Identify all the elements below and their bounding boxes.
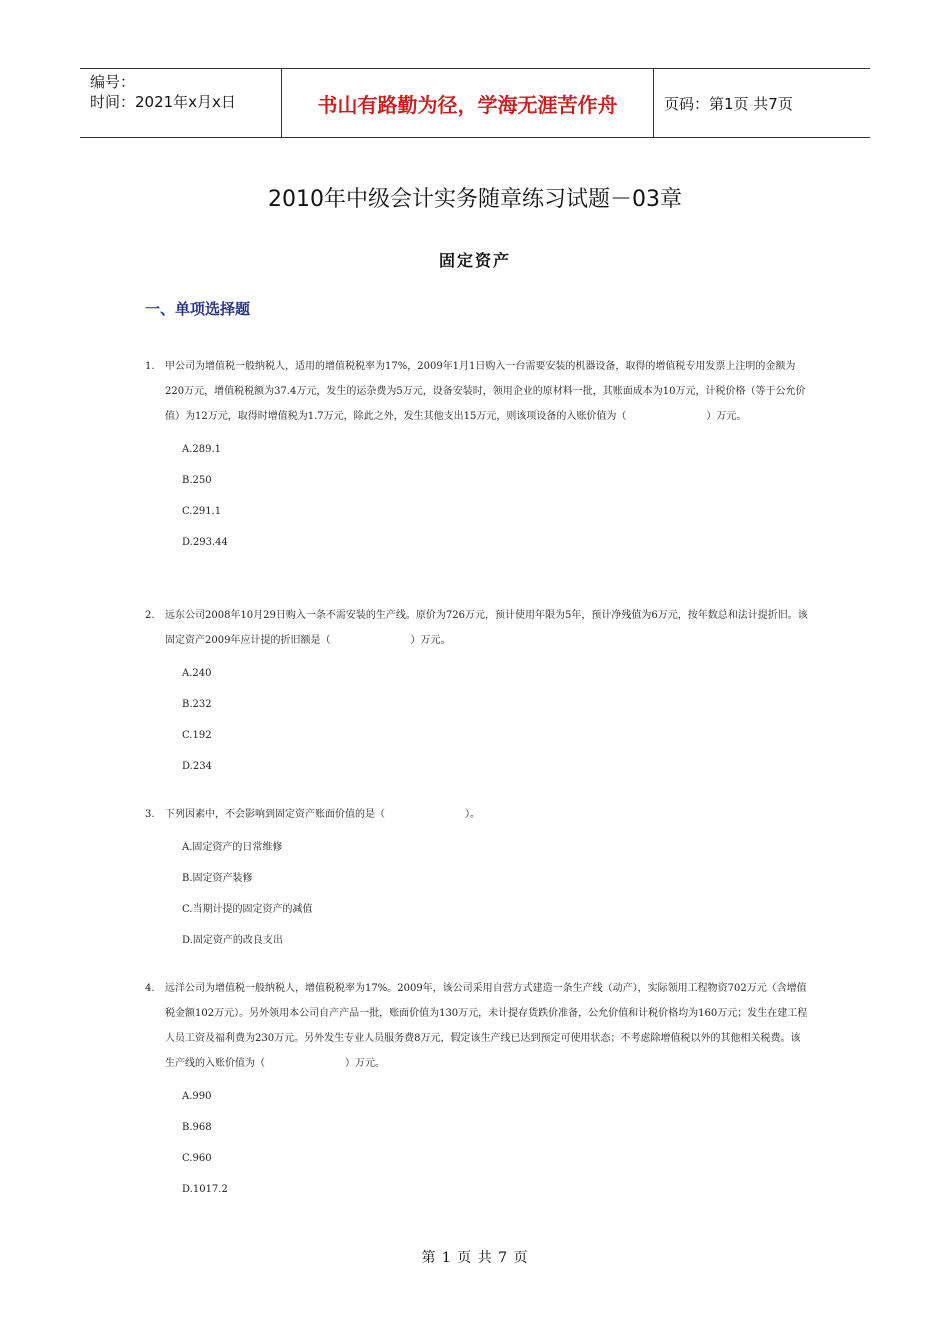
question-text: 甲公司为增值税一般纳税人，适用的增值税税率为17%，2009年1月1日购入一台需要安装的机器设备，取得的增值税专用发票上注明的金额为220万元，增值税税额为37.4万元，发生的运杂费为5万元，设备安装时，领用企业的原材料一批，其账面成本为10万元，计税价格（等于公允价值）为12万元，取得时增值税为1.7万元，除此之外，发生其他支出15万元，则该项设备的入账价值为（ ）万元。 <box>165 361 806 422</box>
option-d: D.1017.2 <box>182 1184 228 1195</box>
header-page-info: 页码：第1页 共7页 <box>664 94 793 113</box>
question-text: 远东公司2008年10月29日购入一条不需安装的生产线。原价为726万元，预计使用年限为5年，预计净残值为6万元，按年数总和法计提折旧。该固定资产2009年应计提的折旧额是（ ）万元。 <box>165 610 808 646</box>
question-stem <box>145 603 810 653</box>
question-text: 远洋公司为增值税一般纳税人，增值税税率为17%。2009年，该公司采用自营方式建造一条生产线（动产），实际领用工程物资702万元（含增值税金额102万元）。另外领用本公司自产产品一批，账面价值为130万元，未计提存货跌价准备，公允价值和计税价格均为160万元；发生在建工程人员工资及福利费为230万元。另外发生专业人员服务费8万元，假定该生产线已达到预定可使用状态；不考虑除增值税以外的其他相关税费。该生产线的入账价值为（ ）万元。 <box>165 983 808 1069</box>
question-1 <box>145 354 810 548</box>
option-d: D.固定资产的改良支出 <box>182 935 283 946</box>
question-stem <box>145 354 810 429</box>
header-meta <box>80 69 281 137</box>
option-d: D.234 <box>182 761 212 772</box>
page-subtitle: 固定资产 <box>438 251 511 270</box>
option-c: C.当期计提的固定资产的减值 <box>182 904 313 915</box>
question-stem <box>145 802 810 827</box>
option-a: A.289.1 <box>182 444 222 455</box>
option-a: A.240 <box>182 668 212 679</box>
option-a: A.990 <box>182 1091 212 1102</box>
option-b: B.250 <box>182 475 212 486</box>
option-c: C.192 <box>182 730 212 741</box>
header-motto: 书山有路勤为径，学海无涯苦作舟 <box>281 69 654 137</box>
option-a: A.固定资产的日常维修 <box>182 842 283 853</box>
time-label: 时间：2021年x月x日 <box>90 93 236 111</box>
question-number: 1. <box>145 361 155 372</box>
option-c: C.291.1 <box>182 506 222 517</box>
question-stem <box>145 976 810 1076</box>
question-number: 2. <box>145 610 155 621</box>
option-b: B.232 <box>182 699 212 710</box>
question-4 <box>145 976 810 1195</box>
option-d: D.293.44 <box>182 537 228 548</box>
page-footer: 第 1 页 共 7 页 <box>421 1250 529 1266</box>
question-number: 4. <box>145 983 155 994</box>
question-2 <box>145 603 810 772</box>
option-c: C.960 <box>182 1153 212 1164</box>
number-label: 编号： <box>90 73 136 91</box>
option-b: B.968 <box>182 1122 212 1133</box>
page-title: 2010年中级会计实务随章练习试题－03章 <box>268 187 682 212</box>
option-b: B.固定资产装修 <box>182 873 253 884</box>
question-number: 3. <box>145 809 155 820</box>
question-3 <box>145 802 810 946</box>
section-heading: 一、单项选择题 <box>145 300 251 318</box>
page-header <box>80 68 870 138</box>
question-text: 下列因素中，不会影响到固定资产账面价值的是（ ）。 <box>165 809 480 820</box>
